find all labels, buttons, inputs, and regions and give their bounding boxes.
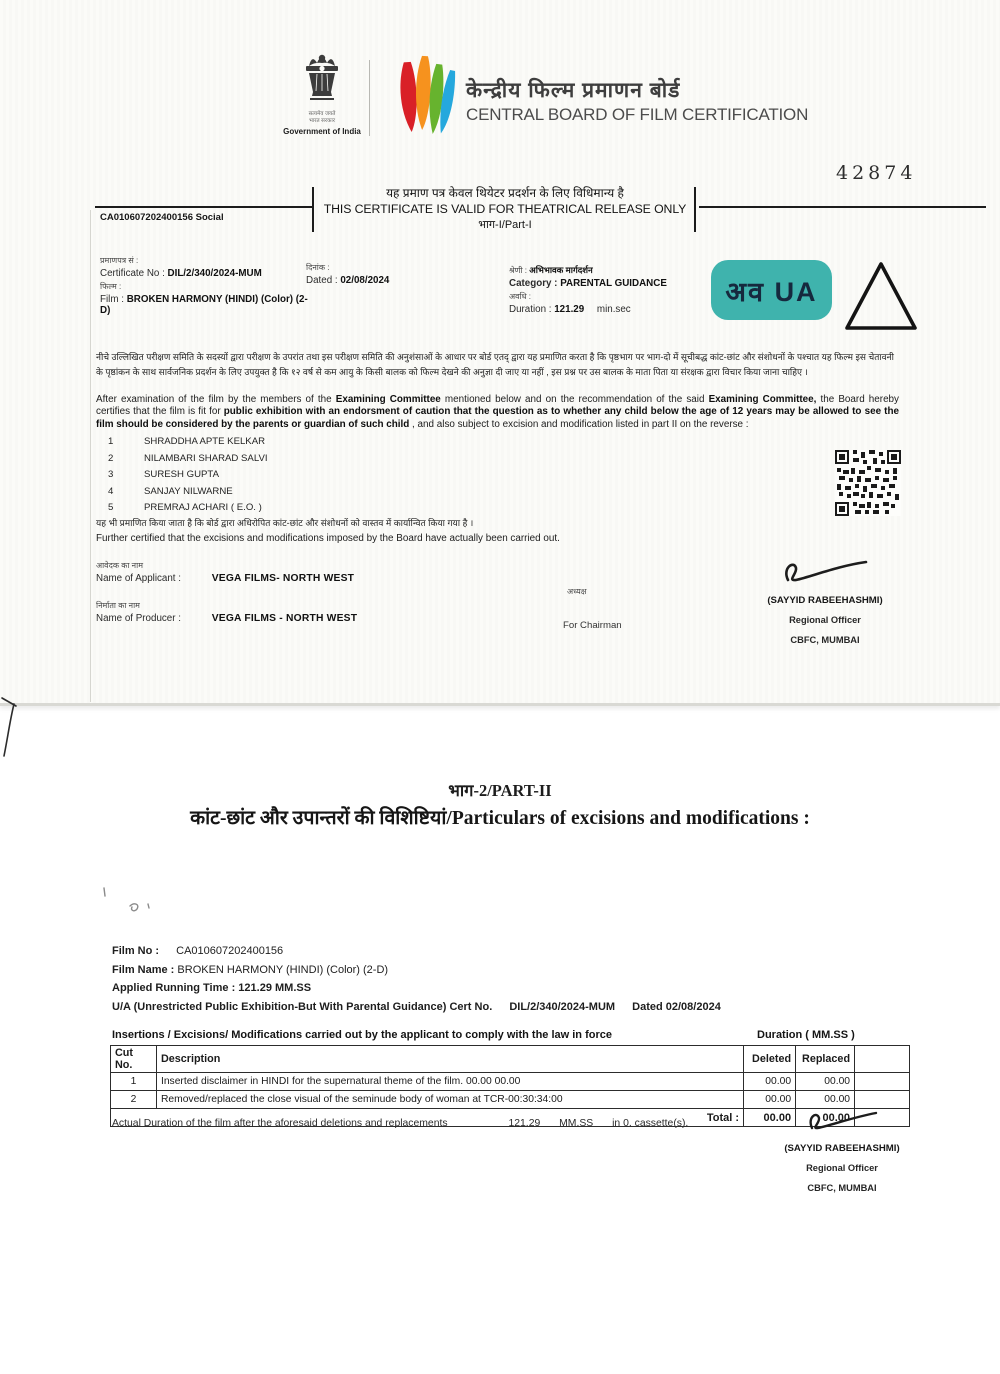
film-name-value: BROKEN HARMONY (HINDI) (Color) (2-D) xyxy=(177,963,389,976)
certification-paragraph-hindi: नीचे उल्लिखित परीक्षण समिति के सदस्यों द्वारा परीक्षण के उपरांत तथा इस परीक्षण समिति की अनुशंसाओं के आधार पर बोर्ड एतद् द्वारा यह प्रमाणित करता है कि पृष्ठभाग पर भाग-दो में सूचीबद्ध कांट-छांट और संशोधनों के पश्चात यह फिल्म इस चेतावनी के पृष्ठांकन के साथ सार्वजनिक प्रदर्शन के लिए उपयुक्त है कि १२ वर्ष से कम आयु के किसी बालक को फिल्म देखने की अनुज्ञा दी जाए या नहीं , इस प्रश्न पर उस बालक के माता पिता या संरक्षक द्वारा विचार किया जाना चाहिए । xyxy=(96,352,894,377)
producer-block xyxy=(96,600,357,624)
cut-no-cell: 1 xyxy=(111,1073,157,1091)
part2-title: भाग-2/PART-II xyxy=(448,781,552,800)
signature-icon xyxy=(802,1108,882,1134)
dated-label: Dated : xyxy=(306,275,338,286)
replaced-cell: 00.00 xyxy=(796,1091,855,1109)
member-name: SHRADDHA APTE KELKAR xyxy=(144,436,266,447)
dated-label-hindi: दिनांक : xyxy=(306,263,330,272)
film-no-value: CA010607202400156 xyxy=(176,945,284,957)
para-seg-1: After examination of the film by the members of the xyxy=(96,394,336,405)
duration-column-header: Duration ( MM.SS ) xyxy=(757,1029,855,1041)
member-number: 4 xyxy=(108,485,114,497)
replaced-cell: 00.00 xyxy=(796,1073,855,1091)
category-duration-block xyxy=(509,265,709,317)
committee-member-row xyxy=(108,502,268,513)
triangle-symbol-icon xyxy=(841,258,921,341)
validity-line-english: THIS CERTIFICATE IS VALID FOR THEATRICAL RELEASE ONLY xyxy=(323,202,687,216)
producer-value: VEGA FILMS - NORTH WEST xyxy=(211,613,358,624)
cert-ref-no: DIL/2/340/2024-MUM xyxy=(509,1000,616,1013)
org-name-english: CENTRAL BOARD OF FILM CERTIFICATION xyxy=(466,105,809,124)
duration-label: Duration : xyxy=(509,304,552,315)
total-replaced-cell: 00.00 xyxy=(796,1109,855,1127)
dated-row xyxy=(306,275,466,286)
validity-line-hindi: यह प्रमाण पत्र केवल थियेटर प्रदर्शन के लिए विधिमान्य है xyxy=(386,186,624,200)
motto-text: सत्यमेव जयते xyxy=(308,111,336,117)
ua-rating-badge: अव UA xyxy=(711,260,832,320)
signature-block-part1 xyxy=(735,556,915,645)
cert-ref-dated-label: Dated xyxy=(632,1000,663,1013)
signatory-name: (SAYYID RABEEHASHMI) xyxy=(784,1143,900,1154)
certification-paragraph-english xyxy=(96,394,899,431)
duration-label-hindi: अवधि : xyxy=(509,292,531,301)
deleted-cell: 00.00 xyxy=(744,1073,796,1091)
signatory-title: Regional Officer xyxy=(806,1163,878,1173)
committee-member-row xyxy=(108,453,268,464)
category-row xyxy=(509,278,709,289)
producer-label-hindi: निर्माता का नाम xyxy=(96,601,140,610)
category-value: PARENTAL GUIDANCE xyxy=(560,278,667,289)
category-value-hindi: अभिभावक मार्गदर्शन xyxy=(529,265,593,275)
signatory-title: Regional Officer xyxy=(789,615,861,625)
fold-mark xyxy=(0,692,40,772)
film-name-line xyxy=(112,964,721,976)
cert-ref-dated-value: 02/08/2024 xyxy=(665,1000,721,1013)
duration-row xyxy=(509,304,709,315)
extra-cell xyxy=(855,1091,910,1109)
cbfc-logo-icon xyxy=(394,54,458,138)
total-deleted-cell: 00.00 xyxy=(744,1109,796,1127)
member-name: PREMRAJ ACHARI ( E.O. ) xyxy=(144,502,262,513)
film-no-label: Film No : xyxy=(112,945,160,957)
para-seg-7: , and also subject to excision and modification listed in part II on the reverse : xyxy=(409,418,749,430)
country-text: भारत सरकार xyxy=(308,118,336,125)
validity-banner xyxy=(318,184,692,232)
qr-code xyxy=(835,450,901,516)
member-name: SANJAY NILWARNE xyxy=(144,485,233,497)
part2-subtitle: कांट-छांट और उपान्तरों की विशिष्टियां/Particulars of excisions and modifications : xyxy=(190,808,810,829)
para-seg-6: public exhibition with an endorsment of caution that the question as to whether any child below the age of 12 years may be allowed to see the film should be considered by the parents or guardian of such child xyxy=(96,406,899,430)
banner-bar-right xyxy=(694,187,696,232)
film-row xyxy=(100,294,310,316)
member-name: SURESH GUPTA xyxy=(144,469,219,480)
extra-cell xyxy=(855,1073,910,1091)
government-of-india-label: Government of India xyxy=(283,127,361,137)
for-chairman-label: For Chairman xyxy=(563,620,622,631)
cert-no-label: Certificate No : xyxy=(100,268,165,279)
running-time-value: 121.29 MM.SS xyxy=(238,982,312,994)
film-label: Film : xyxy=(100,294,124,305)
cassette-text: in 0. cassette(s). xyxy=(612,1118,689,1129)
ashoka-emblem-icon xyxy=(299,50,345,104)
signatory-name: (SAYYID RABEEHASHMI) xyxy=(767,595,883,606)
total-label-cell: Total : xyxy=(111,1109,744,1127)
serial-number: 42874 xyxy=(836,162,917,184)
film-name-label: Film Name : xyxy=(112,963,175,976)
para-seg-4: Examining Committee, xyxy=(708,394,817,405)
cert-no-label-hindi: प्रमाणपत्र सं : xyxy=(100,256,139,265)
committee-member-row xyxy=(108,436,268,447)
applicant-label: Name of Applicant : xyxy=(96,573,181,584)
producer-label: Name of Producer : xyxy=(96,613,181,624)
producer-row xyxy=(96,613,357,624)
chairman-label-hindi: अध्यक्ष xyxy=(567,587,587,596)
applicant-row xyxy=(96,573,354,584)
col-replaced: Replaced xyxy=(796,1046,855,1073)
pen-scribble-mark xyxy=(90,880,180,925)
description-cell: Removed/replaced the close visual of the seminude body of woman at TCR-00:30:34:00 xyxy=(156,1091,743,1109)
category-label-hi-text: श्रेणी : xyxy=(509,266,527,275)
banner-rule-left xyxy=(95,206,313,208)
actual-duration-text: Actual Duration of the film after the aforesaid deletions and replacements xyxy=(112,1118,448,1129)
certificate-no-film-block xyxy=(100,255,310,318)
modifications-caption: Insertions / Excisions/ Modifications carried out by the applicant to comply with the law in force xyxy=(112,1029,612,1041)
category-label: Category : xyxy=(509,278,558,289)
member-number: 1 xyxy=(108,436,114,447)
further-certified-english: Further certified that the excisions and modifications imposed by the Board have actually been carried out. xyxy=(96,533,560,544)
committee-member-row xyxy=(108,469,268,480)
applicant-value: VEGA FILMS- NORTH WEST xyxy=(211,573,355,584)
emblem-motto xyxy=(283,111,361,125)
member-number: 3 xyxy=(108,469,114,480)
para-seg-2: Examining Committee xyxy=(335,394,441,405)
table-row xyxy=(111,1073,910,1091)
para-seg-5: the Board hereby certifies that the film is fit for xyxy=(96,394,899,418)
signatory-office: CBFC, MUMBAI xyxy=(807,1183,877,1193)
signature-icon xyxy=(778,556,873,586)
running-time-line xyxy=(112,982,721,994)
dated-value: 02/08/2024 xyxy=(340,275,390,286)
committee-member-row xyxy=(108,486,268,497)
applicant-block xyxy=(96,560,354,584)
org-name-hindi: केन्द्रीय फिल्म प्रमाणन बोर्ड xyxy=(466,79,681,102)
member-number: 2 xyxy=(108,452,114,464)
para-seg-3: mentioned below and on the recommendation of the said xyxy=(440,394,709,405)
col-cut-no: Cut No. xyxy=(111,1046,157,1073)
applicant-label-hindi: आवेदक का नाम xyxy=(96,561,143,570)
examining-committee-list xyxy=(108,436,268,519)
description-cell: Inserted disclaimer in HINDI for the supernatural theme of the film. 00.00 00.00 xyxy=(156,1073,743,1091)
cert-reference-line xyxy=(112,1001,721,1013)
banner-rule-right xyxy=(699,206,986,208)
duration-value: 121.29 xyxy=(554,304,585,315)
part2-film-info xyxy=(112,945,721,1019)
cert-no-value: DIL/2/340/2024-MUM xyxy=(167,268,262,279)
header-divider xyxy=(369,60,370,136)
further-certified-hindi: यह भी प्रमाणित किया जाता है कि बोर्ड द्वारा अधिरोपित कांट-छांट और संशोधनों को वास्तव में कार्यान्वित किया गया है । xyxy=(96,518,474,528)
india-emblem xyxy=(283,50,361,136)
left-margin-line xyxy=(90,210,91,702)
signatory-office: CBFC, MUMBAI xyxy=(790,635,860,645)
film-no-line xyxy=(112,945,721,957)
film-value: BROKEN HARMONY (HINDI) (Color) (2-D) xyxy=(100,294,308,316)
banner-bar-left xyxy=(312,187,314,232)
actual-duration-unit: MM.SS xyxy=(559,1118,594,1129)
signature-block-part2 xyxy=(752,1108,932,1193)
cert-ref-label: U/A (Unrestricted Public Exhibition-But With Parental Guidance) Cert No. xyxy=(112,1000,493,1013)
further-certified-block xyxy=(96,516,796,544)
duration-unit: min.sec xyxy=(596,304,631,315)
actual-duration-value: 121.29 xyxy=(508,1118,541,1129)
running-time-label: Applied Running Time : xyxy=(112,982,236,994)
table-header-row xyxy=(111,1046,910,1073)
table-row xyxy=(111,1091,910,1109)
film-label-hindi: फिल्म : xyxy=(100,282,122,291)
dated-block xyxy=(306,262,466,288)
file-reference: CA010607202400156 Social xyxy=(100,212,224,223)
col-extra xyxy=(855,1046,910,1073)
member-number: 5 xyxy=(108,502,114,513)
deleted-cell: 00.00 xyxy=(744,1091,796,1109)
cut-no-cell: 2 xyxy=(111,1091,157,1109)
cert-no-row xyxy=(100,268,310,279)
category-label-hindi xyxy=(509,265,709,276)
col-deleted: Deleted xyxy=(744,1046,796,1073)
member-name: NILAMBARI SHARAD SALVI xyxy=(144,452,268,464)
col-description: Description xyxy=(156,1046,743,1073)
part1-label: भाग-I/Part-I xyxy=(478,219,532,231)
